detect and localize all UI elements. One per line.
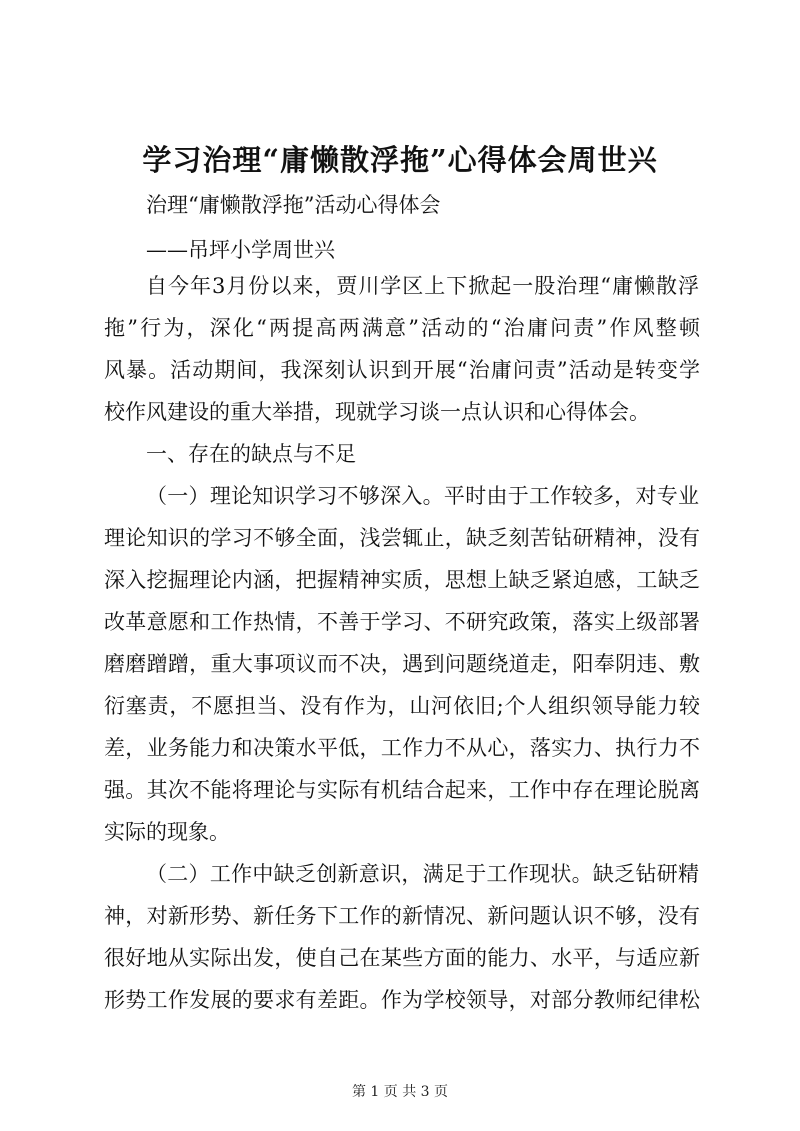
para2-line-6: 衍塞责，不愿担当、没有作为，山河依旧;个人组织领导能力较 <box>104 694 700 718</box>
para2-line-2: 理论知识的学习不够全面，浅尝辄止，缺乏刻苦钻研精神，没有 <box>104 526 700 550</box>
subtitle: 治理“庸懒散浮拖”活动心得体会 <box>146 193 441 217</box>
para2-line-9: 实际的现象。 <box>104 820 230 844</box>
para2-line-3: 深入挖掘理论内涵，把握精神实质，思想上缺乏紧迫感，工缺乏 <box>104 568 700 592</box>
para3-line-1: （二）工作中缺乏创新意识，满足于工作现状。缺乏钻研精 <box>146 862 699 886</box>
para2-line-1: （一）理论知识学习不够深入。平时由于工作较多，对专业 <box>146 484 699 508</box>
para2-line-8: 强。其次不能将理论与实际有机结合起来，工作中存在理论脱离 <box>104 778 700 802</box>
para3-line-3: 很好地从实际出发，使自己在某些方面的能力、水平，与适应新 <box>104 946 700 970</box>
document-title: 学习治理“庸懒散浮拖”心得体会周世兴 <box>142 143 658 177</box>
para1-line-4: 校作风建设的重大举措，现就学习谈一点认识和心得体会。 <box>104 400 650 424</box>
page-number-footer: 第 1 页 共 3 页 <box>351 1084 449 1100</box>
para1-line-1: 自今年3月份以来，贾川学区上下掀起一股治理“庸懒散浮 <box>146 274 699 298</box>
para1-line-3: 风暴。活动期间，我深刻认识到开展“治庸问责”活动是转变学 <box>104 358 700 382</box>
para3-line-4: 形势工作发展的要求有差距。作为学校领导，对部分教师纪律松 <box>104 988 700 1012</box>
para1-line-2: 拖”行为，深化“两提高两满意”活动的“治庸问责”作风整顿 <box>104 316 700 340</box>
para2-line-7: 差，业务能力和决策水平低，工作力不从心，落实力、执行力不 <box>104 736 700 760</box>
para2-line-5: 磨磨蹭蹭，重大事项议而不决，遇到问题绕道走，阳奉阴违、敷 <box>104 652 700 676</box>
para2-line-4: 改革意愿和工作热情，不善于学习、不研究政策，落实上级部署 <box>104 610 700 634</box>
author-line: ——吊坪小学周世兴 <box>146 238 335 262</box>
para3-line-2: 神，对新形势、新任务下工作的新情况、新问题认识不够，没有 <box>104 904 700 928</box>
section-heading-1: 一、存在的缺点与不足 <box>146 442 356 466</box>
